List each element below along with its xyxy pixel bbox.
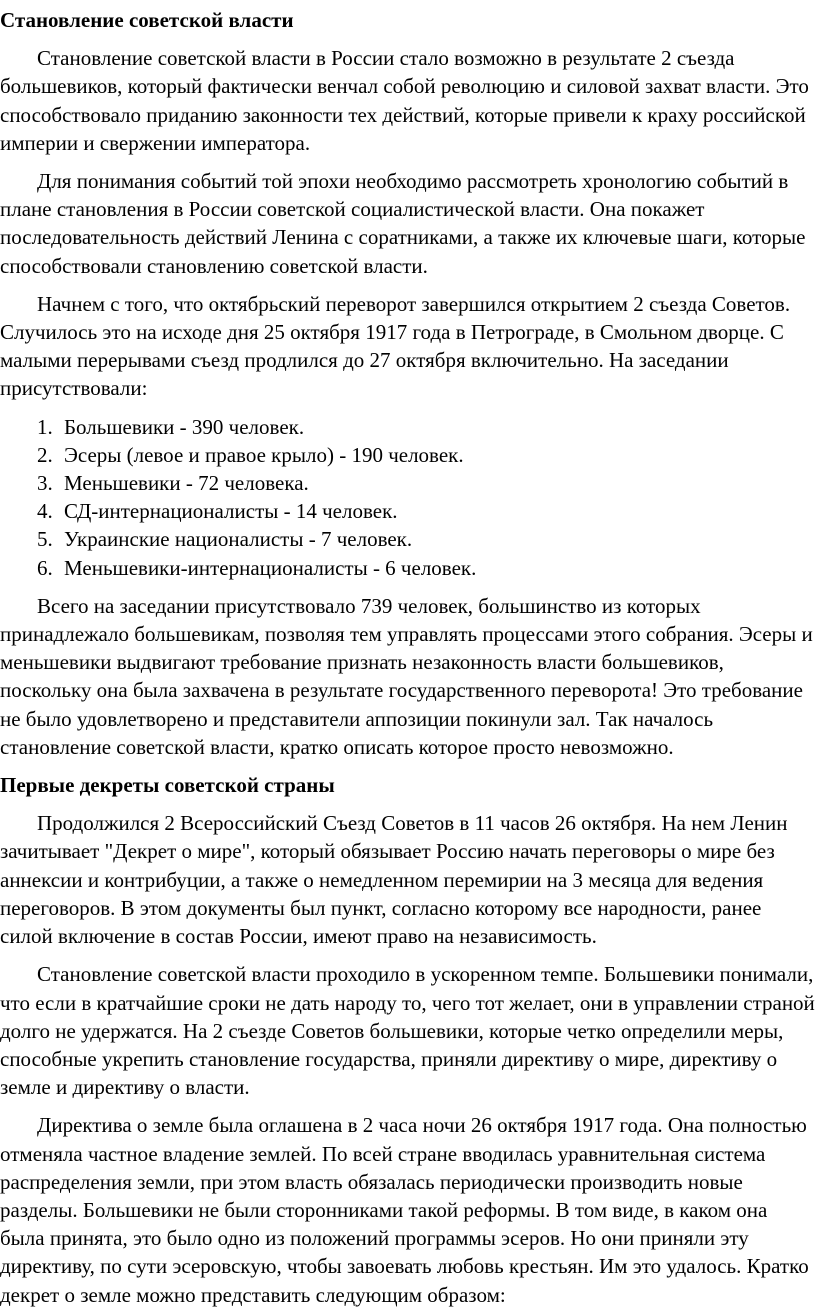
list-item (37, 441, 816, 469)
list-number: 6. (37, 555, 53, 580)
paragraph: Начнем с того, что октябрьский переворот завершился открытием 2 съезда Советов. Случилось это на исходе дня 25 октября 1917 года в Петрограде, в Смольном дворце. С малыми перерывами съезд продлился до 27 октября включительно. На заседании присутствовали: (0, 291, 791, 401)
list-item-text: Большевики - 390 человек. (64, 414, 305, 439)
list-item-text: СД-интернационалисты - 14 человек. (64, 499, 398, 524)
paragraph: Продолжился 2 Всероссийский Съезд Советов в 11 часов 26 октября. На нем Ленин зачитывает "Декрет о мире", который обязывает Россию начать переговоры о мире без аннексии и контрибуции, а также о немедленном перемирии на 3 месяца для ведения переговоров. В этом документы был пункт, согласно которому все народности, ранее силой включение в состав России, имеют право на независимость. (0, 811, 788, 949)
delegates-list (0, 413, 816, 582)
list-number: 2. (37, 442, 53, 467)
paragraph: Становление советской власти проходило в ускоренном темпе. Большевики понимали, что если в кратчайшие сроки не дать народу то, чего тот желает, они в управлении страной долго не удержатся. На 2 съезде Советов большевики, которые четко определили меры, способные укрепить становление государства, приняли директиву о мире, директиву о земле и директиву о власти. (0, 962, 815, 1100)
paragraph: Становление советской власти в России стало возможно в результате 2 съезда большевиков, который фактически венчал собой революцию и силовой захват власти. Это способствовало приданию законности тех действий, которые привели к краху российской империи и свержении императора. (0, 46, 809, 155)
paragraph: Директива о земле была оглашена в 2 часа ночи 26 октября 1917 года. Она полностью отменяла частное владение землей. По всей стране вводилась уравнительная система распределения земли, при этом власть обязалась периодически производить новые разделы. Большевики не были сторонниками такой реформы. В том виде, в каком она была принята, это было одно из положений программы эсеров. Но они приняли эту директиву, по сути эсеровскую, чтобы завоевать любовь крестьян. Им это удалось. Кратко декрет о земле можно представить следующим образом: (0, 1113, 809, 1307)
list-number: 5. (37, 527, 53, 552)
list-item-text: Меньшевики - 72 человека. (64, 471, 309, 496)
paragraph: Всего на заседании присутствовало 739 человек, большинство из которых принадлежало большевикам, позволяя тем управлять процессами этого собрания. Эсеры и меньшевики выдвигают требование признать незаконность власти большевиков, поскольку она была захвачена в результате государственного переворота! Это требование не было удовлетворено и представители аппозиции покинули зал. Так началось становление советской власти, кратко описать которое просто невозможно. (0, 593, 813, 759)
list-number: 3. (37, 471, 53, 496)
section-title-soviet-power: Становление советской власти (0, 8, 294, 32)
list-item-text: Украинские националисты - 7 человек. (64, 527, 413, 552)
section-title-first-decrees: Первые декреты советской страны (0, 773, 335, 798)
list-item (37, 554, 816, 582)
paragraph: Для понимания событий той эпохи необходимо рассмотреть хронологию событий в плане становления в России советской социалистической власти. Она покажет последовательность действий Ленина с соратниками, а также их ключевые шаги, которые способствовали становлению советской власти. (0, 169, 806, 278)
list-item (37, 497, 816, 525)
list-number: 1. (37, 414, 53, 439)
list-item-text: Эсеры (левое и правое крыло) - 190 человек. (64, 442, 464, 467)
list-item-text: Меньшевики-интернационалисты - 6 человек. (64, 555, 477, 580)
list-item (37, 413, 816, 441)
list-item (37, 525, 816, 553)
list-item (37, 469, 816, 497)
list-number: 4. (37, 499, 53, 524)
